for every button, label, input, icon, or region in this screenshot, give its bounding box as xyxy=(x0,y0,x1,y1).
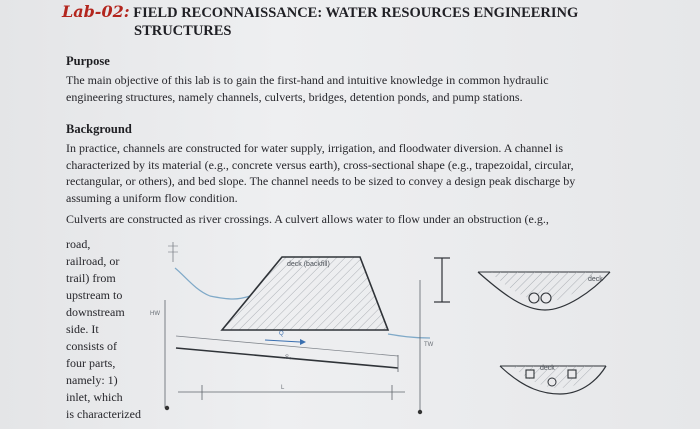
side-line: railroad, or xyxy=(66,254,120,268)
diagram-label-q: Q xyxy=(279,331,284,337)
background-line: rectangular, or others), and bed slope. The channel needs to be sized to convey a design peak discharge by xyxy=(66,174,576,189)
purpose-line: The main objective of this lab is to gain the first-hand and intuitive knowledge in common hydraulic xyxy=(66,73,549,87)
lab-number: Lab-02: xyxy=(62,2,130,21)
flow-arrow xyxy=(265,339,306,345)
side-line: is characterized xyxy=(66,407,141,421)
box-culvert-icon xyxy=(526,370,534,378)
side-line: consists of xyxy=(66,339,117,353)
side-line: trail) from xyxy=(66,271,116,285)
background-heading: Background xyxy=(66,122,132,136)
lab-title-line-1: FIELD RECONNAISSANCE: WATER RESOURCES ENGINEERING xyxy=(133,5,579,21)
background-line: characterized by its material (e.g., concrete versus earth), cross-sectional shape (e.g., trapezoidal, circular, xyxy=(66,157,574,172)
length-dimension xyxy=(178,385,405,400)
side-line: side. It xyxy=(66,322,99,336)
purpose-heading: Purpose xyxy=(66,54,110,68)
side-line: namely: 1) xyxy=(66,373,118,387)
background-line: Culverts are constructed as river crossings. A culvert allows water to flow under an obstruction (e.g., xyxy=(66,212,549,226)
side-line: road, xyxy=(66,237,91,251)
culvert-barrel-top xyxy=(176,336,398,356)
culvert-pipe-icon xyxy=(541,293,551,303)
headwater-point xyxy=(165,406,169,410)
diagram-label-hw: HW xyxy=(150,311,160,317)
background-line: assuming a uniform flow condition. xyxy=(66,190,238,205)
diagram-label-l: L xyxy=(281,385,285,391)
tailwater-surface xyxy=(388,334,430,338)
side-line: downstream xyxy=(66,305,125,319)
outlet-point xyxy=(418,410,422,414)
culvert-pipe-icon xyxy=(529,293,539,303)
background-line: In practice, channels are constructed for water supply, irrigation, and floodwater diversion. A channel is xyxy=(66,141,564,155)
diagram-label-so: S₀ xyxy=(285,355,292,361)
side-line: upstream to xyxy=(66,288,123,302)
culvert-pipe-icon xyxy=(548,378,556,386)
side-line: four parts, xyxy=(66,356,116,370)
diagram-label-deck-1: deck xyxy=(588,276,603,283)
purpose-line: engineering structures, namely channels, culverts, bridges, detention ponds, and pump stations. xyxy=(66,89,523,104)
side-line: inlet, which xyxy=(66,390,123,404)
lab-title-line-2: STRUCTURES xyxy=(134,23,232,39)
road-height-marker xyxy=(434,258,450,302)
upstream-water-surface xyxy=(175,268,250,299)
diagram-label-tw: TW xyxy=(424,342,434,348)
diagram-label-deck-2: deck xyxy=(540,365,555,372)
box-culvert-icon xyxy=(568,370,576,378)
diagram-label-deck-backfill: deck (backfill) xyxy=(287,261,330,268)
headwater-marker xyxy=(168,242,178,262)
